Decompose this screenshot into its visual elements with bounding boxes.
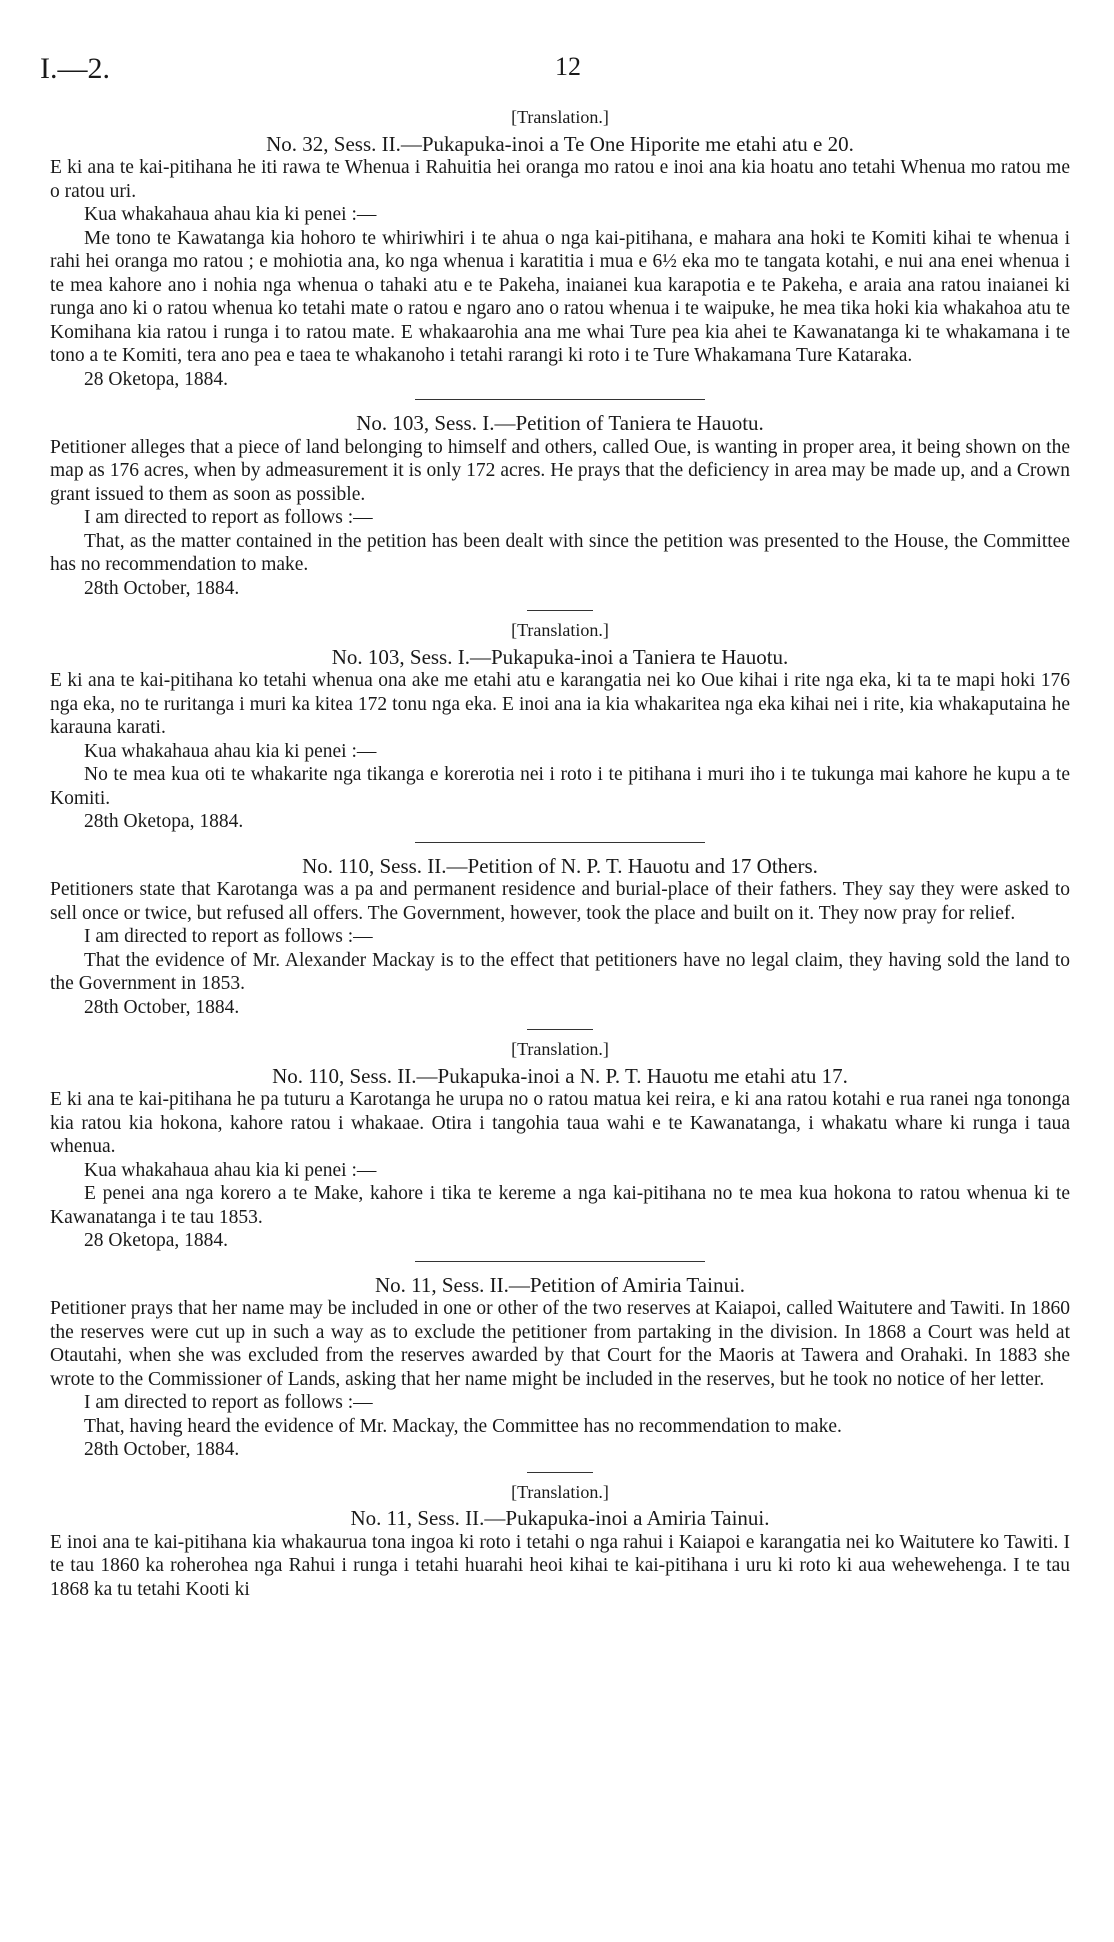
paragraph: 28 Oketopa, 1884. [84,1230,229,1251]
paragraph: E ki ana te kai-pitihana he iti rawa te Whenua i Rahuitia hei oranga mo ratou e inoi ana kia hoatu ano tetahi Whenua mo ratou me o ratou uri. [50,157,1070,202]
translation-label: [Translation.] [511,107,609,127]
paragraph: Petitioners state that Karotanga was a pa and permanent residence and burial-place of their fathers. They say they were asked to sell once or twice, but refused all offers. The Government, however, took the place and built on it. They now pray for relief. [50,879,1070,924]
section-heading: No. 110, Sess. II.—Petition of N. P. T. Hauotu and 17 Others. [302,853,818,878]
paragraph: E inoi ana te kai-pitihana kia whakaurua tona ingoa ki roto i tetahi o nga rahui i Kaiapoi e karangatia nei ko Waitutere ko Tawiti. I te tau 1860 ka roherohea nga Rahui i runga i tetahi huarahi heoi kihai te kai-pitihana i uru ki roto ki aua wehewehenga. I te tau 1868 ka tu tetahi Kooti ki [50,1531,1070,1600]
section-heading: No. 103, Sess. I.—Pukapuka-inoi a Taniera te Hauotu. [331,644,789,669]
paragraph: Kua whakahaua ahau kia ki penei :— [84,204,377,225]
section-divider [415,842,705,843]
section-divider [527,1029,593,1030]
section-divider [415,1261,705,1262]
paragraph: 28th October, 1884. [84,996,240,1018]
paragraph: E penei ana nga korero a te Make, kahore i tika te kereme a nga kai-pitihana no te mea kua hokona to ratou whenua ki te Kawanatanga i te tau 1853. [50,1183,1070,1228]
section-divider [527,610,593,611]
paragraph: No te mea kua oti te whakarite nga tikanga e korerotia nei i roto i te pitihana i muri iho i te tukunga mai kahore he kupu a te Komiti. [50,764,1070,809]
paragraph: I am directed to report as follows :— [84,926,373,947]
paragraph: Kua whakahaua ahau kia ki penei :— [84,1159,377,1181]
section-divider [415,399,705,400]
paragraph: 28th October, 1884. [84,1439,240,1460]
section-heading: No. 32, Sess. II.—Pukapuka-inoi a Te One Hiporite me etahi atu e 20. [266,131,854,156]
paragraph: E ki ana te kai-pitihana ko tetahi whenua ona ake me etahi atu e karangatia nei ko Oue kihai i rite nga eka, ki ta te mapi hoki 176 nga eka, no te ruritanga i muri ka kitea 172 tonu nga eka. E inoi ana ia kia whakaritea nga eka kihai nei i rite, kia whakaputaina he karauna karati. [50,670,1070,738]
paragraph: E ki ana te kai-pitihana he pa tuturu a Karotanga he urupa no o ratou matua kei reira, e ki ana ratou kotahi e rua ranei nga tononga kia ratou kia hokona, kahore ratou i whakaae. Otira i tangohia taua wahi e te Kawanatanga, i whakatu whare ki runga i taua whenua. [50,1089,1070,1157]
paragraph: Petitioner prays that her name may be included in one or other of the two reserves at Kaiapoi, called Waitutere and Tawiti. In 1860 the reserves were cut up in such a way as to exclude the petitioner from partaking in the division. In 1868 a Court was held at Otautahi, when she was excluded from the reserves awarded by that Court for the Maoris at Tawera and Orahaki. In 1883 she wrote to the Commissioner of Lands, asking that her name might be included in the reserves, but he took no notice of her letter. [50,1298,1070,1390]
translation-label: [Translation.] [511,1481,609,1502]
paragraph: 28th Oketopa, 1884. [84,811,244,832]
paragraph: That, having heard the evidence of Mr. Mackay, the Committee has no recommendation to make. [84,1415,842,1437]
translation-label: [Translation.] [511,1039,609,1059]
section-heading: No. 11, Sess. II.—Pukapuka-inoi a Amiria Tainui. [350,1506,770,1530]
translation-label: [Translation.] [511,620,609,640]
section-heading: No. 110, Sess. II.—Pukapuka-inoi a N. P. T. Hauotu me etahi atu 17. [272,1063,848,1088]
paragraph: That the evidence of Mr. Alexander Mackay is to the effect that petitioners have no legal claim, they having sold the land to the Government in 1853. [50,949,1070,994]
paragraph: Me tono te Kawatanga kia hohoro te whiriwhiri i te ahua o nga kai-pitihana, e mahara ana hoki te Komiti kihai te whenua i rahi hei oranga mo ratou ; e mohiotia ana, ko nga whenua i karatitia i mua e 6½ eka mo te tangata kotahi, e nui ana enei whenua i te mea kahore ano i nohia nga whenua o tahaki atu e te Pakeha, inaianei kua karapotia e te Pakeha, e araia ana ratou inaianei ki runga ano ki o ratou whenua ko tetahi mate o ratou e ngaro ano o ratou whenua i te waipuke, he mea tika hoki kia whakahoa atu te Komihana kia ratou i runga i to ratou mate. E whakaarohia ana me whai Ture pea kia ahei te Kawanatanga ki te whakamana i te tono a te Komiti, tera ano pea e taea te whakanoho i tetahi rarangi ki roto i te Ture Whakamana Ture Kataraka. [50,227,1070,366]
page-number: 12 [555,52,581,81]
document-reference: I.—2. [40,52,110,85]
section-heading: No. 11, Sess. II.—Petition of Amiria Tainui. [374,1272,746,1297]
paragraph: I am directed to report as follows :— [84,1392,373,1413]
paragraph: Petitioner alleges that a piece of land belonging to himself and others, called Oue, is wanting in proper area, it being shown on the map as 176 acres, when by admeasurement it is only 172 acres. He prays that the deficiency in area may be made up, and a Crown grant issued to them as soon as possible. [50,436,1070,505]
paragraph: Kua whakahaua ahau kia ki penei :— [84,740,377,762]
document-body [50,106,1070,1601]
paragraph: 28 Oketopa, 1884. [84,368,229,390]
paragraph: That, as the matter contained in the petition has been dealt with since the petition was presented to the House, the Committee has no recommendation to make. [50,530,1070,575]
section-heading: No. 103, Sess. I.—Petition of Taniera te Hauotu. [356,411,764,435]
paragraph: 28th October, 1884. [84,577,240,599]
section-divider [527,1472,593,1473]
paragraph: I am directed to report as follows :— [84,507,373,528]
